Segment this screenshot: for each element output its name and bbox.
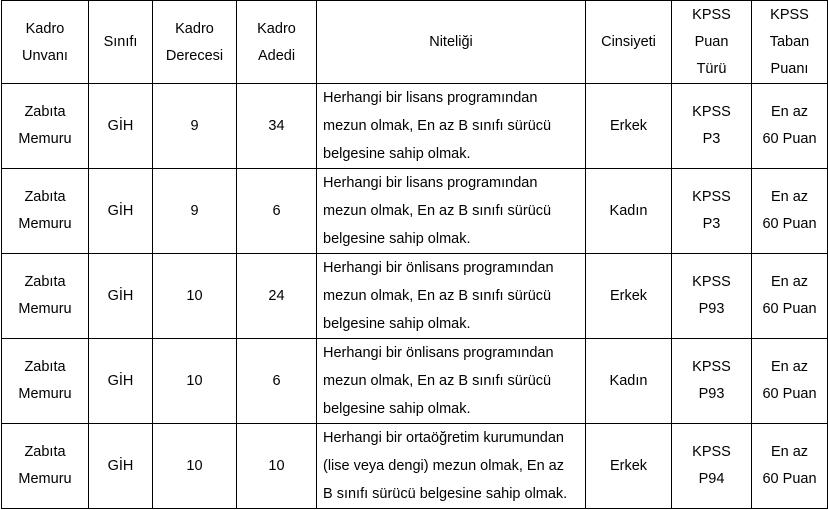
- table-row: [2, 84, 828, 169]
- cell-nitelik: Herhangi bir ortaöğretim kurumundan (lise veya dengi) mezun olmak, En az B sınıfı sürücü belgesine sahip olmak.: [317, 424, 586, 509]
- cell-adet: 10: [237, 424, 317, 509]
- cell-cinsiyet: Erkek: [586, 424, 672, 509]
- header-kadro-adedi: Kadro Adedi: [237, 1, 317, 84]
- cell-unvan: Zabıta Memuru: [2, 169, 89, 254]
- header-row: [2, 1, 828, 84]
- cell-adet: 6: [237, 339, 317, 424]
- cell-taban-puan: En az 60 Puan: [752, 254, 828, 339]
- header-kpss-puan-turu: KPSS Puan Türü: [672, 1, 752, 84]
- table-row: [2, 254, 828, 339]
- cell-sinif: GİH: [89, 339, 153, 424]
- cell-nitelik: Herhangi bir önlisans programından mezun olmak, En az B sınıfı sürücü belgesine sahip olmak.: [317, 254, 586, 339]
- cell-nitelik: Herhangi bir lisans programından mezun olmak, En az B sınıfı sürücü belgesine sahip olmak.: [317, 169, 586, 254]
- cell-puan-turu: KPSS P93: [672, 339, 752, 424]
- header-kadro-derecesi: Kadro Derecesi: [153, 1, 237, 84]
- header-sinifi: Sınıfı: [89, 1, 153, 84]
- cell-cinsiyet: Erkek: [586, 254, 672, 339]
- cell-derece: 10: [153, 339, 237, 424]
- cell-taban-puan: En az 60 Puan: [752, 339, 828, 424]
- table-row: [2, 339, 828, 424]
- kadro-table: [1, 0, 828, 509]
- cell-taban-puan: En az 60 Puan: [752, 424, 828, 509]
- cell-puan-turu: KPSS P3: [672, 84, 752, 169]
- table-header: [2, 1, 828, 84]
- cell-taban-puan: En az 60 Puan: [752, 169, 828, 254]
- cell-unvan: Zabıta Memuru: [2, 254, 89, 339]
- cell-unvan: Zabıta Memuru: [2, 339, 89, 424]
- cell-derece: 10: [153, 254, 237, 339]
- cell-adet: 34: [237, 84, 317, 169]
- cell-puan-turu: KPSS P94: [672, 424, 752, 509]
- cell-derece: 10: [153, 424, 237, 509]
- cell-cinsiyet: Kadın: [586, 339, 672, 424]
- cell-puan-turu: KPSS P93: [672, 254, 752, 339]
- cell-taban-puan: En az 60 Puan: [752, 84, 828, 169]
- header-niteligi: Niteliği: [317, 1, 586, 84]
- cell-sinif: GİH: [89, 254, 153, 339]
- cell-nitelik: Herhangi bir önlisans programından mezun olmak, En az B sınıfı sürücü belgesine sahip olmak.: [317, 339, 586, 424]
- cell-sinif: GİH: [89, 169, 153, 254]
- cell-sinif: GİH: [89, 424, 153, 509]
- cell-derece: 9: [153, 169, 237, 254]
- table-row: [2, 169, 828, 254]
- cell-unvan: Zabıta Memuru: [2, 84, 89, 169]
- header-cinsiyeti: Cinsiyeti: [586, 1, 672, 84]
- cell-cinsiyet: Kadın: [586, 169, 672, 254]
- cell-adet: 24: [237, 254, 317, 339]
- cell-puan-turu: KPSS P3: [672, 169, 752, 254]
- cell-cinsiyet: Erkek: [586, 84, 672, 169]
- cell-adet: 6: [237, 169, 317, 254]
- cell-sinif: GİH: [89, 84, 153, 169]
- cell-nitelik: Herhangi bir lisans programından mezun olmak, En az B sınıfı sürücü belgesine sahip olmak.: [317, 84, 586, 169]
- table-body: [2, 84, 828, 509]
- table-row: [2, 424, 828, 509]
- cell-derece: 9: [153, 84, 237, 169]
- cell-unvan: Zabıta Memuru: [2, 424, 89, 509]
- header-kadro-unvani: Kadro Unvanı: [2, 1, 89, 84]
- header-kpss-taban-puani: KPSS Taban Puanı: [752, 1, 828, 84]
